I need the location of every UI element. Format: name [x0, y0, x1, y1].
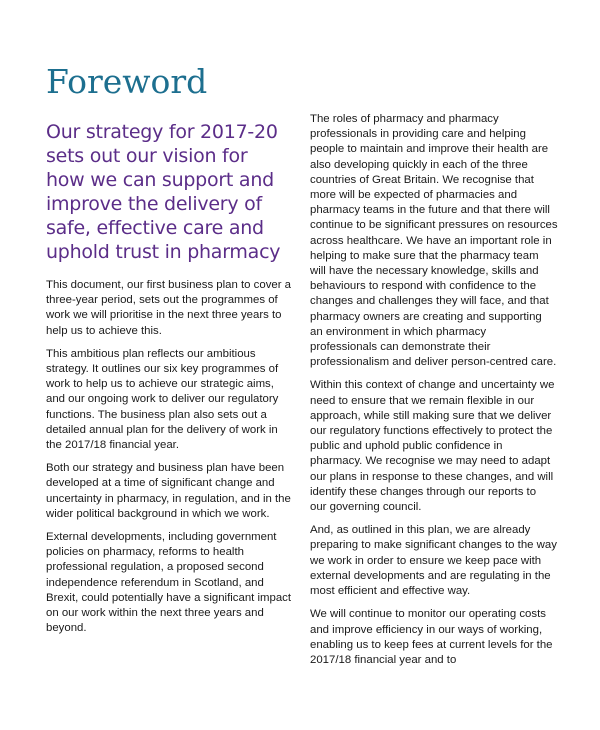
text-line: public and uphold public confidence in [310, 440, 503, 453]
subtitle-line: Our strategy for 2017-20 [46, 121, 278, 143]
subtitle-line: uphold trust in pharmacy [46, 241, 281, 263]
text-line: The roles of pharmacy and pharmacy [310, 113, 499, 125]
text-line: behaviours to respond with confidence to the [310, 280, 537, 293]
subtitle-line: improve the delivery of [46, 193, 262, 215]
body-paragraph [46, 530, 298, 636]
body-paragraph [310, 378, 563, 515]
text-line: work we will prioritise in the next three years to [46, 309, 282, 322]
text-line: External developments, including government [46, 531, 277, 544]
text-line: developed at a time of significant change and [46, 477, 275, 490]
body-paragraph [46, 347, 298, 453]
text-line: professionals in providing care and helping [310, 128, 526, 141]
text-line: professionals can demonstrate their [310, 341, 491, 354]
text-line: We will continue to monitor our operating costs [310, 608, 546, 621]
text-line: our governing council. [310, 501, 422, 514]
text-line: detailed annual plan for the delivery of work in [46, 423, 278, 436]
left-column [46, 120, 298, 644]
text-line: beyond. [46, 622, 87, 635]
text-line: continue to be significant pressures on resources [310, 219, 558, 232]
text-line: will have the necessary knowledge, skills and [310, 265, 539, 278]
text-line: we work in order to ensure we keep pace with [310, 554, 542, 567]
text-line: This ambitious plan reflects our ambitious [46, 347, 256, 360]
text-line: work to help us to achieve our strategic aims, [46, 378, 274, 391]
text-line: and improve efficiency in our ways of working, [310, 623, 543, 636]
right-column [310, 112, 563, 676]
text-line: more will be expected of pharmacies and [310, 189, 518, 202]
text-line: This document, our first business plan to cover a [46, 279, 292, 291]
text-line: enabling us to keep fees at current levels for the [310, 638, 553, 651]
body-paragraph [46, 278, 298, 339]
intro-subtitle [46, 120, 298, 264]
text-line: strategy. It outlines our six key programmes of [46, 363, 279, 376]
text-line: across healthcare. We have an important role in [310, 234, 552, 247]
text-line: need to ensure that we remain flexible in our [310, 394, 535, 407]
text-line: wider political background in which we work. [46, 507, 270, 520]
body-paragraph [46, 461, 298, 522]
text-line: And, as outlined in this plan, we are already [310, 524, 531, 537]
text-line: professional regulation, a proposed second [46, 561, 264, 574]
text-line: Brexit, could potentially have a significant impact [46, 591, 292, 604]
text-line: countries of Great Britain. We recognise that [310, 173, 534, 186]
text-line: our plans in response to these changes, and will [310, 470, 554, 483]
body-paragraph [310, 112, 563, 370]
text-line: Within this context of change and uncertainty we [310, 379, 555, 392]
text-line: approach, while still making sure that we deliver [310, 409, 552, 422]
text-line: independence referendum in Scotland, and [46, 576, 264, 589]
text-line: pharmacy teams in the future and that there will [310, 204, 550, 217]
text-line: and our ongoing work to deliver our regulatory [46, 393, 279, 406]
text-line: also developing quickly in each of the three [310, 158, 528, 171]
subtitle-line: sets out our vision for [46, 145, 248, 167]
text-line: three-year period, sets out the programmes of [46, 294, 278, 307]
text-line: help us to achieve this. [46, 324, 162, 337]
page-title: Foreword [46, 62, 208, 101]
text-line: pharmacy. We recognise we may need to adapt [310, 455, 551, 468]
subtitle-line: how we can support and [46, 169, 274, 191]
text-line: most efficient and effective way. [310, 585, 471, 598]
text-line: policies on pharmacy, reforms to health [46, 546, 244, 559]
text-line: the 2017/18 financial year. [46, 439, 179, 452]
text-line: preparing to make significant changes to the way [310, 539, 557, 552]
text-line: our regulatory functions effectively to protect the [310, 425, 553, 438]
text-line: people to maintain and improve their health are [310, 143, 549, 156]
text-line: professionalism and deliver person-centred care. [310, 356, 557, 369]
text-line: functions. The business plan also sets out a [46, 408, 267, 421]
text-line: identify these changes through our reports to [310, 485, 537, 498]
text-line: external developments and are regulating in the [310, 569, 551, 582]
text-line: on our work within the next three years and [46, 607, 264, 620]
text-line: Both our strategy and business plan have been [46, 462, 285, 475]
text-line: helping to make sure that the pharmacy team [310, 249, 539, 262]
text-line: pharmacy owners are creating and supporting [310, 310, 542, 323]
text-line: uncertainty in pharmacy, in regulation, and in the [46, 492, 291, 505]
body-paragraph [310, 523, 563, 599]
subtitle-line: safe, effective care and [46, 217, 264, 239]
text-line: changes and challenges they will face, and that [310, 295, 549, 308]
text-line: an environment in which pharmacy [310, 325, 487, 338]
body-paragraph [310, 607, 563, 668]
text-line: 2017/18 financial year and to [310, 653, 457, 666]
